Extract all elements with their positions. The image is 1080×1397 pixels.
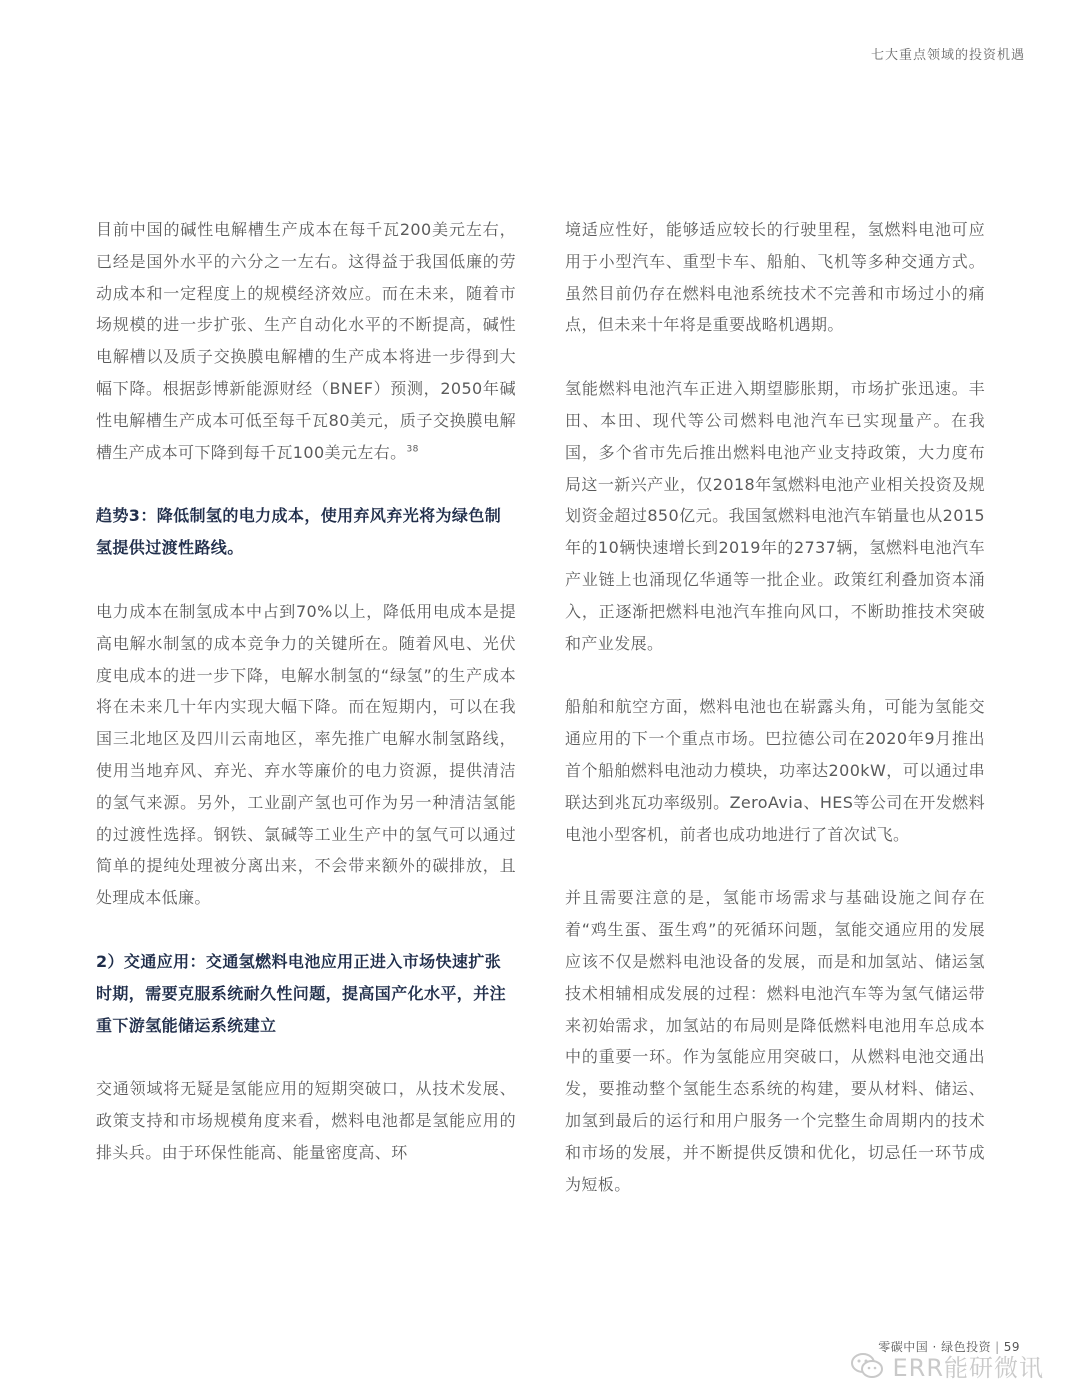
paragraph: 交通领域将无疑是氢能应用的短期突破口，从技术发展、政策支持和市场规模角度来看，燃料电池都是氢能应用的排头兵。由于环保性能高、能量密度高、环 (96, 1079, 516, 1162)
left-column (96, 214, 516, 1201)
paragraph: 并且需要注意的是，氢能市场需求与基础设施之间存在着“鸡生蛋、蛋生鸡”的死循环问题，氢能交通应用的发展应该不仅是燃料电池设备的发展，而是和加氢站、储运氢技术相辅相成发展的过程：燃料电池汽车等为氢气储运带来初始需求，加氢站的布局则是降低燃料电池用车总成本中的重要一环。作为氢能应用突破口，从燃料电池交通出发，要推动整个氢能生态系统的构建，要从材料、储运、加氢到最后的运行和用户服务一个完整生命周期内的技术和市场的发展，并不断提供反馈和优化，切忌任一环节成为短板。 (565, 888, 985, 1194)
right-column (565, 214, 985, 1232)
paragraph: 船舶和航空方面，燃料电池也在崭露头角，可能为氢能交通应用的下一个重点市场。巴拉德公司在2020年9月推出首个船舶燃料电池动力模块，功率达200kW，可以通过串联达到兆瓦功率级别。ZeroAvia、HES等公司在开发燃料电池小型客机，前者也成功地进行了首次试飞。 (565, 697, 985, 844)
paragraph: 境适应性好，能够适应较长的行驶里程，氢燃料电池可应用于小型汽车、重型卡车、船舶、飞机等多种交通方式。虽然目前仍存在燃料电池系统技术不完善和市场过小的痛点，但未来十年将是重要战略机遇期。 (565, 220, 985, 335)
footer-separator: | (995, 1340, 1000, 1354)
paragraph (96, 214, 516, 468)
paragraph: 电力成本在制氢成本中占到70%以上，降低用电成本是提高电解水制氢的成本竞争力的关键所在。随着风电、光伏度电成本的进一步下降，电解水制氢的“绿氢”的生产成本将在未来几十年内实现大幅下降。而在短期内，可以在我国三北地区及四川云南地区，率先推广电解水制氢路线，使用当地弃风、弃光、弃水等廉价的电力资源，提供清洁的氢气来源。另外，工业副产氢也可作为另一种清洁氢能的过渡性选择。钢铁、氯碱等工业生产中的氢气可以通过简单的提纯处理被分离出来，不会带来额外的碳排放，且处理成本低廉。 (96, 601, 516, 908)
watermark (850, 1348, 1044, 1383)
wechat-icon (850, 1352, 884, 1380)
watermark-text: ERR能研微讯 (892, 1354, 1044, 1382)
section-header: 七大重点领域的投资机遇 (870, 48, 1025, 63)
section-heading: 趋势3：降低制氢的电力成本，使用弃风弃光将为绿色制氢提供过渡性路线。 (96, 506, 502, 558)
paragraph-text: 目前中国的碱性电解槽生产成本在每千瓦200美元左右，已经是国外水平的六分之一左右。这得益于我国低廉的劳动成本和一定程度上的规模经济效应。而在未来，随着市场规模的进一步扩张、生产自动化水平的不断提高，碱性电解槽以及质子交换膜电解槽的生产成本将进一步得到大幅下降。根据彭博新能源财经（BNEF）预测，2050年碱性电解槽生产成本可低至每千瓦80美元，质子交换膜电解槽生产成本可下降到每千瓦100美元左右。 (96, 220, 516, 462)
page-number: 59 (1003, 1340, 1020, 1354)
section-heading: 2）交通应用：交通氢燃料电池应用正进入市场快速扩张时期，需要克服系统耐久性问题，提高国产化水平，并注重下游氢能储运系统建立 (96, 951, 507, 1035)
footnote-ref: 38 (406, 444, 419, 455)
publication-title: 零碳中国 · 绿色投资 (878, 1340, 992, 1354)
paragraph: 氢能燃料电池汽车正进入期望膨胀期，市场扩张迅速。丰田、本田、现代等公司燃料电池汽车已实现量产。在我国，多个省市先后推出燃料电池产业支持政策，大力度布局这一新兴产业，仅2018年氢燃料电池产业相关投资及规划资金超过850亿元。我国氢燃料电池汽车销量也从2015年的10辆快速增长到2019年的2737辆，氢燃料电池汽车产业链上也涌现亿华通等一批企业。政策红利叠加资本涌入，正逐渐把燃料电池汽车推向风口，不断助推技术突破和产业发展。 (565, 379, 985, 653)
